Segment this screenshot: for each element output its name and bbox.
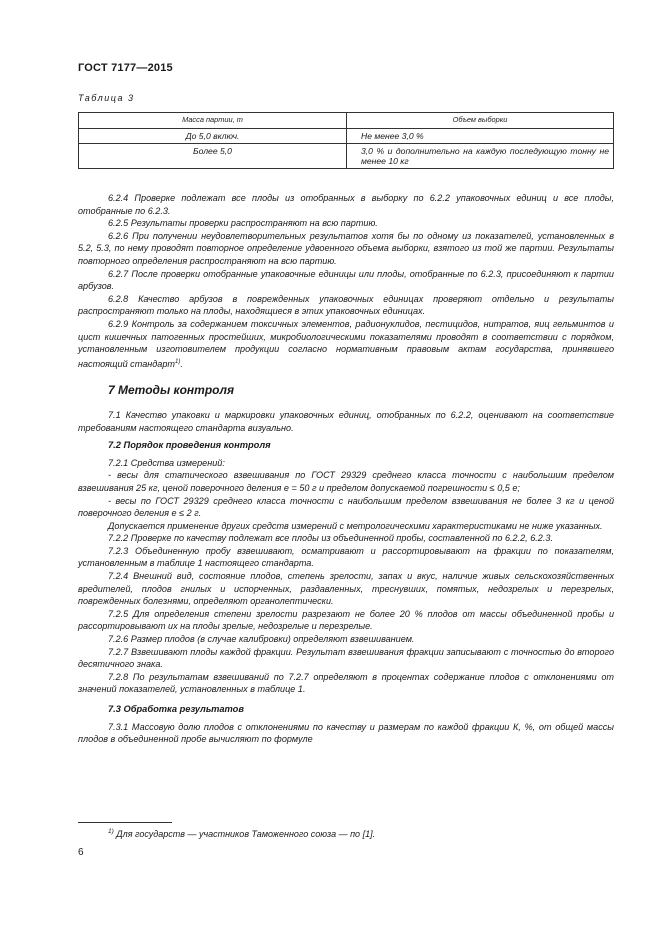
footnote-divider: [78, 822, 172, 823]
paragraph-6-2-5: 6.2.5 Результаты проверки распространяют на всю партию.: [108, 218, 378, 229]
footnote: [108, 828, 375, 839]
subsection-heading-7-3: 7.3 Обработка результатов: [108, 704, 244, 714]
table-header-row: [79, 113, 614, 129]
body-text: [78, 192, 614, 746]
paragraph-6-2-8: 6.2.8 Качество арбузов в поврежденных упаковочных единицах проверяют отдельно и результаты распространяют только на плоды, находящиеся в этих упаковочных единицах.: [78, 293, 614, 317]
column-header: Масса партии, т: [79, 113, 347, 129]
paragraph-6-2-4: 6.2.4 Проверке подлежат все плоды из отобранных в выборку по 6.2.2 упаковочных единиц и все плоды, отобранные по 6.2.3.: [78, 193, 614, 216]
page-number: 6: [78, 847, 84, 858]
document-header: ГОСТ 7177—2015: [78, 62, 173, 74]
sample-size-table: [78, 112, 614, 169]
footnote-ref: 1): [174, 358, 181, 365]
column-header: Объем выборки: [347, 113, 614, 129]
table-cell: До 5,0 включ.: [79, 129, 347, 144]
paragraph-7-2-1: 7.2.1 Средства измерений:: [108, 457, 225, 468]
paragraph-7-2-7: 7.2.7 Взвешивают плоды каждой фракции. Результат взвешивания фракции записывают с точностью до второго десятичного знака.: [78, 646, 614, 670]
paragraph-7-2-8: 7.2.8 По результатам взвешиваний по 7.2.7 определяют в процентах содержание плодов с отклонениями от значений показателей, установленных в таблице 1.: [78, 671, 614, 695]
footnote-text: Для государств — участников Таможенного союза — по [1].: [116, 829, 376, 839]
paragraph-7-2-1-item-a: - весы для статического взвешивания по ГОСТ 29329 среднего класса точности с наибольшим пределом взвешивания 25 кг, ценой поверочного деления е = 50 г и пределом допускаемой погрешности ≤ 0,5 е;: [78, 470, 614, 493]
table-cell: Более 5,0: [79, 144, 347, 169]
table-row: [79, 129, 614, 144]
paragraph-7-2-1-note: Допускается применение других средств измерений с метрологическими характеристиками не ниже указанных.: [108, 520, 603, 531]
paragraph-7-1: 7.1 Качество упаковки и маркировки упаковочных единиц, отобранных по 6.2.2, оценивают на соответствие требованиям настоящего стандарта визуально.: [78, 409, 614, 433]
paragraph-7-2-6: 7.2.6 Размер плодов (в случае калибровки) определяют взвешиванием.: [108, 634, 415, 645]
paragraph-7-2-5: 7.2.5 Для определения степени зрелости разрезают не более 20 % плодов от массы объединенной пробы и рассортировывают их на плоды зрелые, недозрелые и перезрелые.: [78, 608, 614, 632]
paragraph-7-3-1: 7.3.1 Массовую долю плодов с отклонениями по качеству и размерам по каждой фракции К, %, от общей массы плодов в объединенной пробе вычисляют по формуле: [78, 721, 614, 745]
paragraph-7-2-1-item-b: - весы по ГОСТ 29329 среднего класса точности с наибольшим пределом взвешивания не более 3 кг и ценой поверочного деления е ≤ 2 г.: [78, 495, 614, 519]
subsection-heading-7-2: 7.2 Порядок проведения контроля: [108, 440, 271, 451]
footnote-marker: 1): [108, 828, 114, 835]
table-row: [79, 144, 614, 169]
table-caption: Таблица 3: [78, 93, 135, 103]
paragraph-7-2-2: 7.2.2 Проверке по качеству подлежат все плоды из объединенной пробы, составленной по 6.2.2, 6.2.3.: [108, 533, 553, 544]
paragraph-6-2-6: 6.2.6 При получении неудовлетворительных результатов хотя бы по одному из показателей, установленных в 5.2, 5.3, по нему проводят повторное определение удвоенного объема выборки, взятого из той же партии. Результаты повторного определения распространяют на всю партию.: [78, 230, 614, 266]
paragraph-6-2-7: 6.2.7 После проверки отобранные упаковочные единицы или плоды, отобранные по 6.2.3, присоединяют к партии арбузов.: [78, 268, 614, 292]
table-cell: Не менее 3,0 %: [347, 129, 614, 144]
table-cell: 3,0 % и дополнительно на каждую последующую тонну не менее 10 кг: [347, 144, 614, 169]
paragraph-6-2-9: [78, 318, 614, 370]
paragraph-7-2-4: 7.2.4 Внешний вид, состояние плодов, степень зрелости, запах и вкус, наличие живых сельскохозяйственных вредителей, плодов гнилых и испорченных, раздавленных, треснувших, помятых, недозрелых и перезрелых, поврежденных болезнями, определяют органолептически.: [78, 571, 614, 607]
paragraph-6-2-9-end: .: [180, 358, 183, 369]
paragraph-6-2-9-text: 6.2.9 Контроль за содержанием токсичных элементов, радионуклидов, пестицидов, нитратов, яиц гельминтов и цист кишечных патогенных простейших, микробиологическими показателями проводят в соответствии с порядком, установленным изготовителем продукции согласно нормативным правовым актам государства, принявшего настоящий стандарт: [78, 318, 614, 369]
paragraph-7-2-3: 7.2.3 Объединенную пробу взвешивают, осматривают и рассортировывают на фракции по показателям, установленным в таблице 1 настоящего стандарта.: [78, 545, 614, 569]
section-heading-7: 7 Методы контроля: [108, 383, 235, 398]
